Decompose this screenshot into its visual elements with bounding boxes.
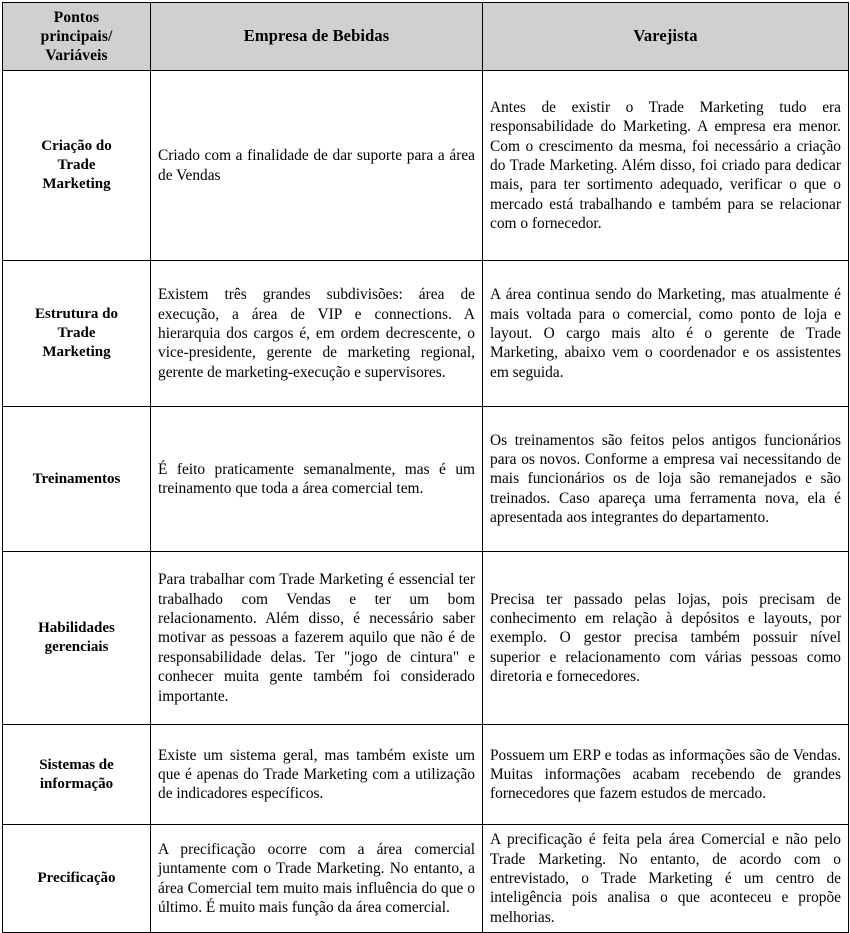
cell-company-estrutura	[151, 261, 483, 407]
row-label-estrutura-do-trade-marketing	[3, 261, 151, 407]
table-row	[3, 552, 849, 725]
cell-text: Antes de existir o Trade Marketing tudo era responsabilidade do Marketing. A empresa era menor. Com o crescimento da mesma, foi necessário a criação do Trade Marketing. Além disso, foi criado para dedicar mais, para ter sortimento adequado, verificar o que o mercado está trabalhando e também para se relacionar com o fornecedor.	[490, 98, 841, 233]
cell-text: É feito praticamente semanalmente, mas é um treinamento que toda a área comercial tem.	[158, 460, 475, 498]
header-line-3: Variáveis	[45, 47, 108, 65]
row-label-line-3: Marketing	[42, 344, 111, 361]
table-row	[3, 261, 849, 407]
column-header-variables	[3, 3, 151, 71]
row-label-line-2: gerenciais	[44, 639, 109, 656]
cell-text: Possuem um ERP e todas as informações são de Vendas. Muitas informações acabam recebendo de grandes fornecedores que fazem estudos de mercado.	[490, 746, 841, 803]
cell-retailer-precificacao	[483, 825, 849, 933]
header-row	[3, 3, 849, 71]
table-row	[3, 725, 849, 825]
row-label-treinamentos	[3, 407, 151, 552]
row-label-line-2: informação	[39, 775, 114, 792]
cell-text: Para trabalhar com Trade Marketing é essencial ter trabalhado com Vendas e ter um bom relacionamento. Além disso, é necessário saber motivar as pessoas a fazerem aquilo que não é de responsabilidade delas. Ter "jogo de cintura" e conhecer muita gente também foi considerado importante.	[158, 571, 475, 705]
row-label-line-3: Marketing	[42, 176, 111, 193]
cell-company-habilidades	[151, 552, 483, 725]
row-label-habilidades-gerenciais	[3, 552, 151, 725]
header-line-1: Pontos	[53, 9, 100, 26]
row-label-line-2: Trade	[57, 325, 96, 342]
row-label-line-1: Treinamentos	[32, 470, 121, 487]
column-header-company: Empresa de Bebidas	[151, 3, 483, 71]
row-label-sistemas-de-informacao	[3, 725, 151, 825]
cell-company-criacao	[151, 71, 483, 261]
cell-text: A área continua sendo do Marketing, mas atualmente é mais voltada para o comercial, como ponto de loja e layout. O cargo mais alto é o gerente de Trade Marketing, abaixo vem o coordenador e os assistentes em seguida.	[490, 286, 841, 381]
cell-company-sistemas	[151, 725, 483, 825]
cell-text: Existem três grandes subdivisões: área de execução, a área de VIP e connections. A hierarquia dos cargos é, em ordem decrescente, o vice-presidente, gerente de marketing regional, gerente de marketing-execução e supervisores.	[158, 286, 475, 381]
cell-text: Criado com a finalidade de dar suporte para a área de Vendas	[158, 147, 475, 184]
table-body	[3, 71, 849, 933]
table-row	[3, 407, 849, 552]
cell-company-treinamentos	[151, 407, 483, 552]
row-label-criacao-do-trade-marketing	[3, 71, 151, 261]
row-label-line-2: Trade	[57, 157, 96, 174]
cell-text: Precisa ter passado pelas lojas, pois precisam de conhecimento em relação à depósitos e layouts, por exemplo. O gestor precisa também possuir nível superior e relacionamento com várias pessoas como diretoria e fornecedores.	[490, 590, 841, 686]
cell-retailer-treinamentos	[483, 407, 849, 552]
cell-text: A precificação é feita pela área Comercial e não pelo Trade Marketing. No entanto, de acordo com o entrevistado, o Trade Marketing é um centro de inteligência pois analisa o que aconteceu e propõe melhorias.	[490, 831, 841, 926]
cell-text: Existe um sistema geral, mas também existe um que é apenas do Trade Marketing com a utilização de indicadores específicos.	[158, 746, 475, 803]
cell-retailer-sistemas	[483, 725, 849, 825]
cell-retailer-habilidades	[483, 552, 849, 725]
row-label-precificacao	[3, 825, 151, 933]
row-label-line-1: Estrutura do	[35, 305, 118, 322]
cell-text: Os treinamentos são feitos pelos antigos funcionários para os novos. Conforme a empresa vai necessitando de mais funcionários os de loja são remanejados e são treinados. Caso apareça uma ferramenta nova, ela é apresentada aos integrantes do departamento.	[490, 431, 841, 527]
table-row	[3, 825, 849, 933]
row-label-line-1: Criação do	[41, 137, 112, 154]
row-label-line-1: Habilidades	[38, 620, 115, 636]
column-header-retailer: Varejista	[483, 3, 849, 71]
cell-text: A precificação ocorre com a área comercial juntamente com o Trade Marketing. No entanto, a área Comercial tem muito mais influência do que o último. É muito mais função da área comercial.	[158, 840, 475, 917]
cell-retailer-estrutura	[483, 261, 849, 407]
row-label-line-1: Precificação	[37, 870, 116, 887]
table-header	[3, 3, 849, 71]
header-line-2: principais/	[40, 28, 113, 46]
cell-company-precificacao	[151, 825, 483, 933]
cell-retailer-criacao	[483, 71, 849, 261]
table-row	[3, 71, 849, 261]
row-label-line-1: Sistemas de	[39, 756, 114, 773]
comparison-table	[2, 2, 849, 933]
